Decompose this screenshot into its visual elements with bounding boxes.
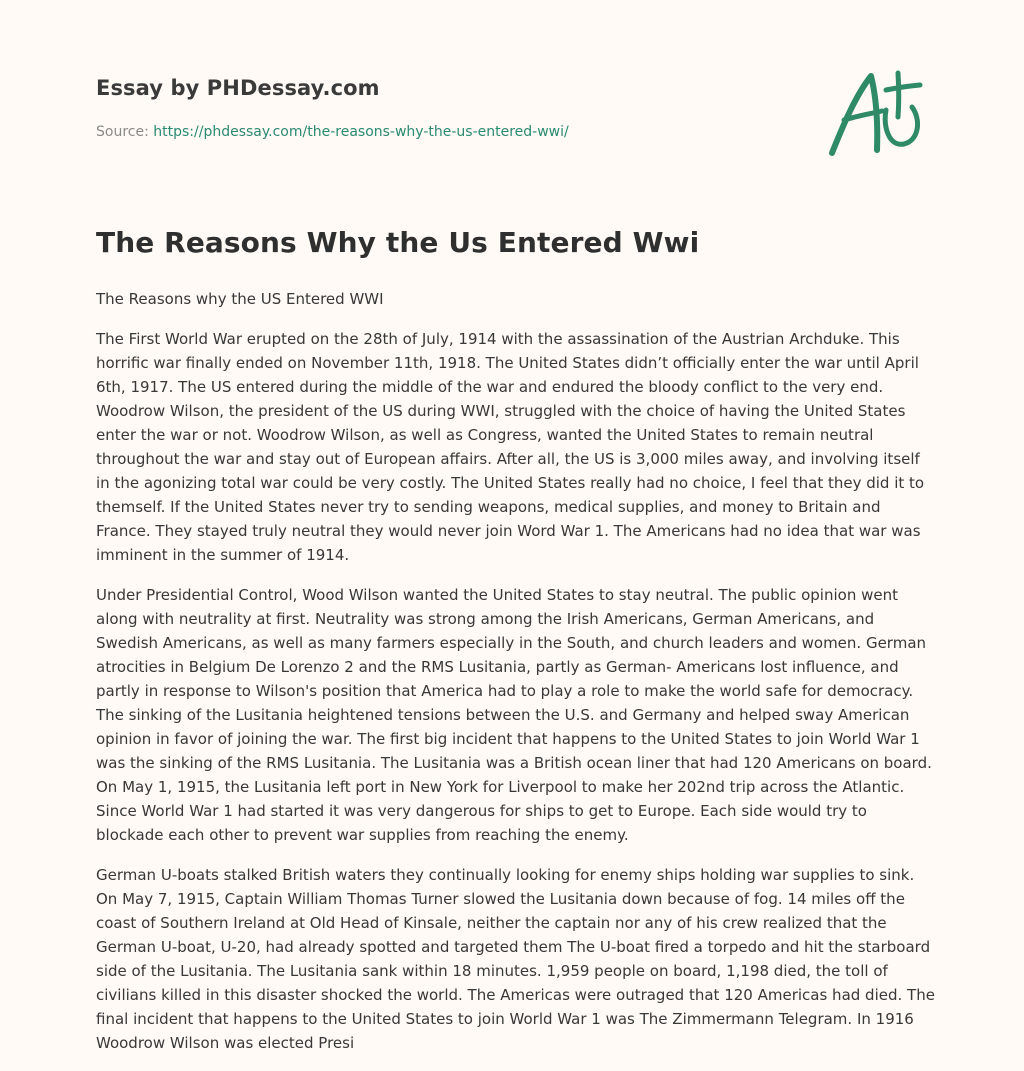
essay-title: The Reasons Why the Us Entered Wwi bbox=[96, 226, 700, 259]
source-label: Source: bbox=[96, 124, 149, 140]
essay-paragraph: The First World War erupted on the 28th of July, 1914 with the assassination of the Austrian Archduke. This horrific war finally ended on November 11th, 1918. The United States didn’t officially enter the war until April 6th, 1917. The US entered during the middle of the war and endured the bloody conflict to the very end. Woodrow Wilson, the president of the US during WWI, struggled with the choice of having the United States enter the war or not. Woodrow Wilson, as well as Congress, wanted the United States to remain neutral throughout the war and stay out of European affairs. After all, the US is 3,000 miles away, and involving itself in the agonizing total war could be very costly. The United States really had no choice, I feel that they did it to themself. If the United States never try to sending weapons, medical supplies, and money to Britain and France. They stayed truly neutral they would never join Word War 1. The Americans had no idea that war was imminent in the summer of 1914. bbox=[96, 330, 925, 564]
essay-body bbox=[96, 287, 938, 1071]
site-brand: Essay by PHDessay.com bbox=[96, 76, 380, 100]
essay-subtitle: The Reasons why the US Entered WWI bbox=[96, 290, 384, 308]
source-line bbox=[96, 124, 569, 140]
a-plus-logo-icon bbox=[824, 68, 928, 164]
essay-paragraph: German U-boats stalked British waters they continually looking for enemy ships holding war supplies to sink. On May 7, 1915, Captain William Thomas Turner slowed the Lusitania down because of fog. 14 miles off the coast of Southern Ireland at Old Head of Kinsale, neither the captain nor any of his crew realized that the German U-boat, U-20, had already spotted and targeted them The U-boat fired a torpedo and hit the starboard side of the Lusitania. The Lusitania sank within 18 minutes. 1,959 people on board, 1,198 died, the toll of civilians killed in this disaster shocked the world. The Americas were outraged that 120 Americas had died. The final incident that happens to the United States to join World War 1 was The Zimmermann Telegram. In 1916 Woodrow Wilson was elected Presi bbox=[96, 866, 935, 1052]
essay-header bbox=[96, 76, 928, 186]
source-link[interactable]: https://phdessay.com/the-reasons-why-the-us-entered-wwi/ bbox=[153, 124, 569, 140]
essay-paragraph: Under Presidential Control, Wood Wilson wanted the United States to stay neutral. The public opinion went along with neutrality at first. Neutrality was strong among the Irish Americans, German Americans, and Swedish Americans, as well as many farmers especially in the South, and church leaders and women. German atrocities in Belgium De Lorenzo 2 and the RMS Lusitania, partly as German- Americans lost influence, and partly in response to Wilson's position that America had to play a role to make the world safe for democracy. The sinking of the Lusitania heightened tensions between the U.S. and Germany and helped sway American opinion in favor of joining the war. The first big incident that happens to the United States to join World War 1 was the sinking of the RMS Lusitania. The Lusitania was a British ocean liner that had 120 Americans on board. On May 1, 1915, the Lusitania left port in New York for Liverpool to make her 202nd trip across the Atlantic. Since World War 1 had started it was very dangerous for ships to get to Europe. Each side would try to blockade each other to prevent war supplies from reaching the enemy. bbox=[96, 586, 932, 844]
